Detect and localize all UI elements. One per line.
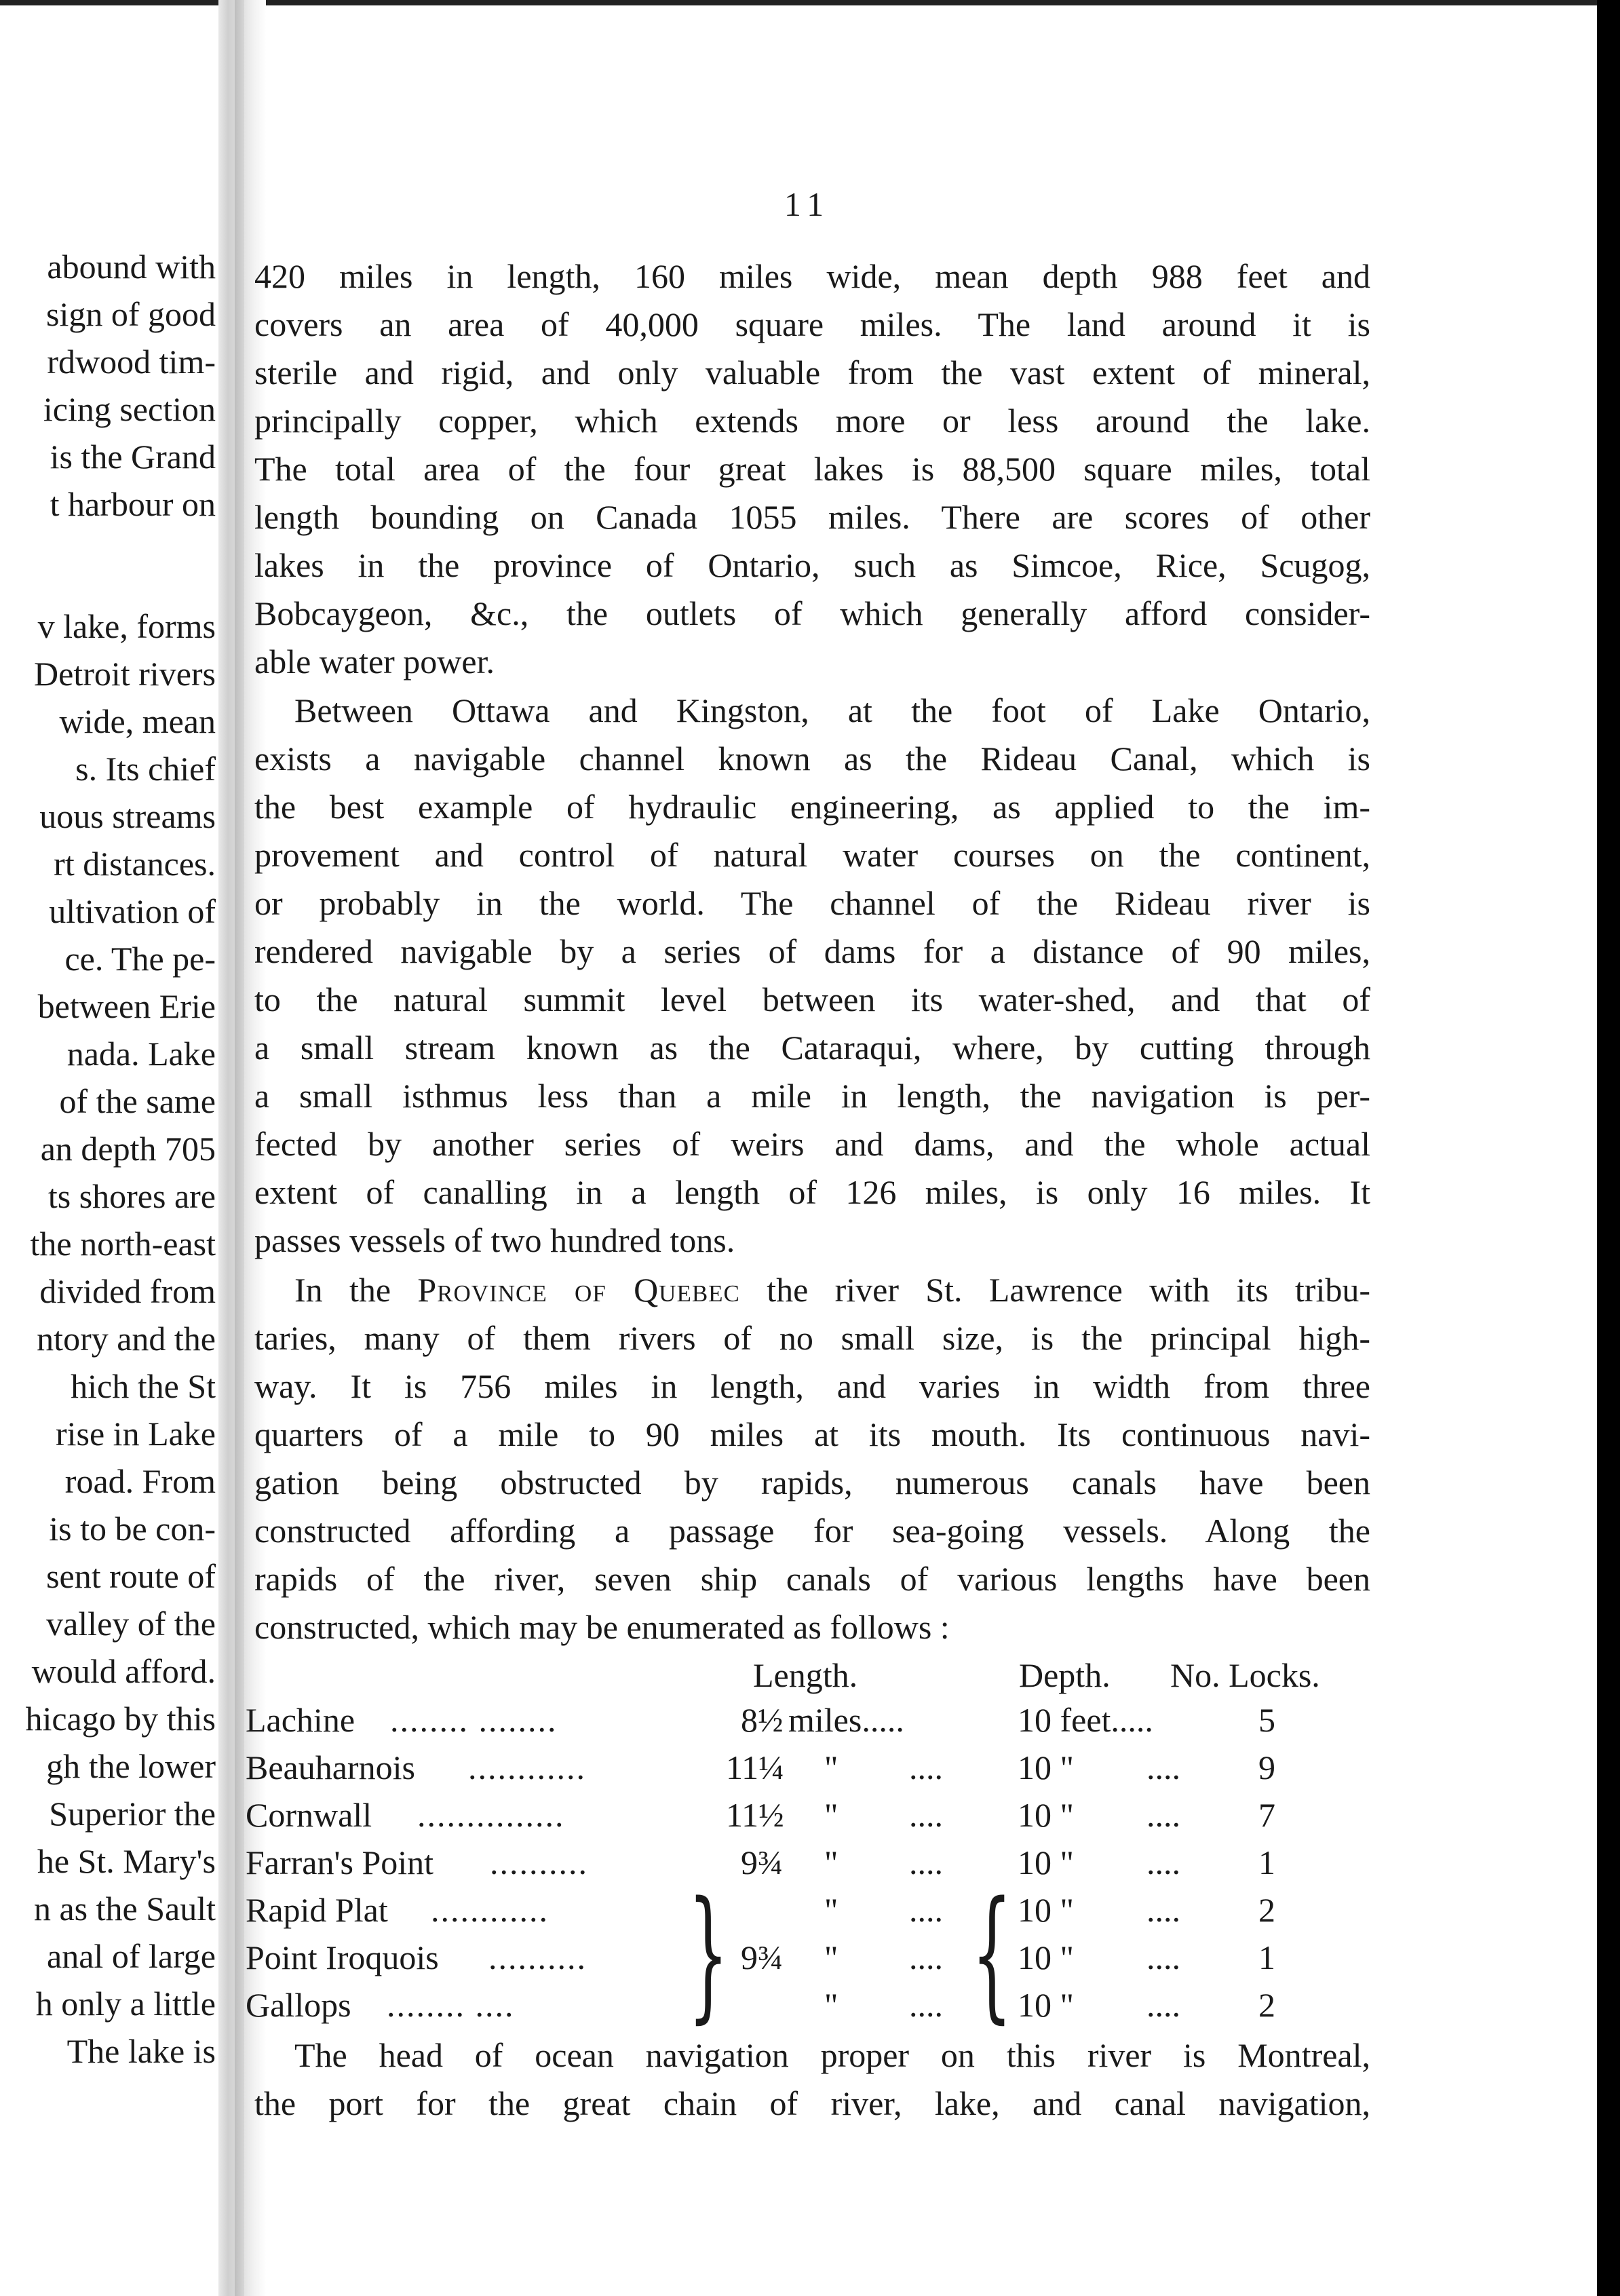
fragment-line: h only a little (35, 1985, 216, 2023)
text-line: constructed affording a passage for sea-going vessels. Along the (254, 1512, 1370, 1550)
text-line: The head of ocean navigation proper on this river is Montreal, (294, 2036, 1370, 2074)
text-line: sterile and rigid, and only valuable from the vast extent of mineral, (254, 353, 1370, 391)
dot-leader: .... (909, 1796, 943, 1834)
canal-depth: 10 feet..... (1018, 1701, 1153, 1739)
canal-name: Lachine (246, 1701, 355, 1739)
canal-name: Point Iroquois (246, 1938, 439, 1976)
text-line: lakes in the province of Ontario, such as Simcoe, Rice, Scugog, (254, 546, 1370, 584)
text-line: or probably in the world. The channel of the Rideau river is (254, 884, 1370, 922)
canal-locks: 5 (1258, 1701, 1275, 1739)
canal-length: 9¾ (741, 1938, 784, 1976)
text-line: 420 miles in length, 160 miles wide, mean depth 988 feet and (254, 257, 1370, 295)
fragment-line: abound with (47, 248, 216, 286)
text-line: Bobcaygeon, &c., the outlets of which generally afford consider- (254, 594, 1370, 632)
text-line (294, 1266, 1370, 1314)
text-line: length bounding on Canada 1055 miles. There are scores of other (254, 498, 1370, 536)
text-line: constructed, which may be enumerated as follows : (254, 1608, 950, 1646)
canal-depth: 10 " (1018, 1843, 1074, 1881)
province-name: Province of Quebec (417, 1271, 740, 1309)
text-line: Between Ottawa and Kingston, at the foot of Lake Ontario, (294, 691, 1370, 729)
fragment-line: v lake, forms (37, 607, 216, 645)
canal-depth: 10 " (1018, 1796, 1074, 1834)
book-gutter-fold (235, 0, 244, 2296)
fragment-line: is the Grand (50, 438, 216, 476)
fragment-line: rdwood tim- (47, 343, 216, 381)
fragment-line: uous streams (39, 797, 216, 835)
canal-length: 11¼ (726, 1748, 784, 1786)
fragment-line: divided from (39, 1272, 216, 1310)
right-brace: { (971, 1871, 1013, 2037)
fragment-line: valley of the (46, 1605, 216, 1643)
fragment-line: an depth 705 (40, 1130, 216, 1168)
dot-leader: .... (909, 1938, 943, 1976)
text-line: way. It is 756 miles in length, and varies in width from three (254, 1367, 1370, 1405)
canal-length: 9¾ (741, 1843, 784, 1881)
text-line: to the natural summit level between its water-shed, and that of (254, 980, 1370, 1018)
dot-leader: ............ (431, 1891, 549, 1929)
canal-locks: 2 (1258, 1986, 1275, 2024)
length-unit: " (824, 1986, 838, 2024)
fragment-line: rise in Lake (55, 1415, 216, 1453)
fragment-line: sign of good (46, 295, 216, 333)
fragment-line: Superior the (49, 1795, 216, 1833)
dot-leader: .... (1146, 1938, 1180, 1976)
dot-leader: .... (1146, 1843, 1180, 1881)
canal-locks: 7 (1258, 1796, 1275, 1834)
fragment-line: n as the Sault (33, 1890, 216, 1928)
dot-leader: ........ ........ (390, 1701, 558, 1739)
text-line: the best example of hydraulic engineering, as applied to the im- (254, 788, 1370, 826)
canal-locks: 2 (1258, 1891, 1275, 1929)
text-line: able water power. (254, 643, 495, 681)
length-unit: " (824, 1748, 838, 1786)
length-unit: " (824, 1938, 838, 1976)
fragment-line: of the same (59, 1082, 216, 1120)
canal-depth: 10 " (1018, 1938, 1074, 1976)
text-line: a small isthmus less than a mile in length, the navigation is per- (254, 1077, 1370, 1115)
text-line: The total area of the four great lakes is 88,500 square miles, total (254, 450, 1370, 488)
fragment-line: rt distances. (54, 845, 216, 883)
dot-leader: .... (1146, 1891, 1180, 1929)
fragment-line: ce. The pe- (64, 940, 216, 978)
left-brace: } (688, 1871, 729, 2037)
page-number: 11 (784, 185, 831, 223)
text-run: the river St. Lawrence with its tribu- (739, 1271, 1370, 1309)
text-run: In the (294, 1271, 418, 1309)
fragment-line: would afford. (31, 1652, 216, 1690)
text-line: passes vessels of two hundred tons. (254, 1221, 735, 1259)
dot-leader: .......... (488, 1938, 587, 1976)
text-line: provement and control of natural water courses on the continent, (254, 836, 1370, 874)
dot-leader: ........ .... (387, 1986, 515, 2024)
text-line: taries, many of them rivers of no small size, is the principal high- (254, 1319, 1370, 1357)
dot-leader: .... (909, 1891, 943, 1929)
canal-locks: 1 (1258, 1938, 1275, 1976)
dot-leader: .... (909, 1843, 943, 1881)
canal-length: 8½ (741, 1701, 784, 1739)
fragment-line: s. Its chief (75, 750, 216, 788)
text-line: principally copper, which extends more or less around the lake. (254, 402, 1370, 440)
text-line: fected by another series of weirs and dams, and the whole actual (254, 1125, 1370, 1163)
fragment-line: t harbour on (50, 485, 216, 523)
fragment-line: icing section (43, 390, 216, 428)
canal-depth: 10 " (1018, 1891, 1074, 1929)
text-line: a small stream known as the Cataraqui, where, by cutting through (254, 1029, 1370, 1067)
text-line: the port for the great chain of river, lake, and canal navigation, (254, 2084, 1370, 2122)
fragment-line: gh the lower (46, 1747, 216, 1785)
fragment-line: hicago by this (25, 1700, 216, 1738)
fragment-line: ts shores are (47, 1177, 216, 1215)
canal-name: Beauharnois (246, 1748, 415, 1786)
fragment-line: wide, mean (59, 702, 216, 740)
dot-leader: .... (909, 1748, 943, 1786)
locks-header: No. Locks. (1170, 1656, 1320, 1694)
fragment-line: Detroit rivers (34, 655, 216, 693)
length-header: Length. (753, 1656, 858, 1694)
fragment-line: is to be con- (49, 1510, 216, 1548)
length-unit: " (824, 1796, 838, 1834)
text-line: exists a navigable channel known as the Rideau Canal, which is (254, 740, 1370, 778)
dot-leader: .... (1146, 1748, 1180, 1786)
canal-locks: 9 (1258, 1748, 1275, 1786)
fragment-line: hich the St (71, 1367, 216, 1405)
canal-depth: 10 " (1018, 1748, 1074, 1786)
fragment-line: anal of large (47, 1937, 216, 1975)
fragment-line: the north-east (30, 1225, 216, 1263)
canal-name: Cornwall (246, 1796, 372, 1834)
depth-header: Depth. (1019, 1656, 1111, 1694)
fragment-line: ntory and the (37, 1320, 216, 1358)
dot-leader: .... (1146, 1796, 1180, 1834)
text-line: rendered navigable by a series of dams for a distance of 90 miles, (254, 932, 1370, 970)
canal-name: Farran's Point (246, 1843, 434, 1881)
length-unit: " (824, 1891, 838, 1929)
scan-right-edge (1597, 0, 1620, 2296)
text-line: extent of canalling in a length of 126 miles, is only 16 miles. It (254, 1173, 1370, 1211)
length-unit: " (824, 1843, 838, 1881)
dot-leader: .......... (490, 1843, 588, 1881)
canal-name: Rapid Plat (246, 1891, 388, 1929)
fragment-line: sent route of (46, 1557, 216, 1595)
fragment-line: he St. Mary's (37, 1842, 216, 1880)
canal-name: Gallops (246, 1986, 351, 2024)
canal-length: 11½ (726, 1796, 784, 1834)
previous-page-fragments (0, 243, 216, 2116)
dot-leader: .... (909, 1986, 943, 2024)
text-line: covers an area of 40,000 square miles. The land around it is (254, 305, 1370, 343)
fragment-line: between Erie (37, 987, 216, 1025)
fragment-line: nada. Lake (66, 1035, 216, 1073)
canal-depth: 10 " (1018, 1986, 1074, 2024)
text-line: quarters of a mile to 90 miles at its mouth. Its continuous navi- (254, 1415, 1370, 1453)
text-line: gation being obstructed by rapids, numerous canals have been (254, 1463, 1370, 1501)
fragment-line: road. From (64, 1462, 216, 1500)
text-line: rapids of the river, seven ship canals of various lengths have been (254, 1560, 1370, 1598)
fragment-line: ultivation of (49, 892, 216, 930)
dot-leader: ............... (417, 1796, 565, 1834)
fragment-line: The lake is (66, 2032, 216, 2070)
length-unit: miles..... (788, 1701, 904, 1739)
dot-leader: ............ (468, 1748, 586, 1786)
dot-leader: .... (1146, 1986, 1180, 2024)
canal-locks: 1 (1258, 1843, 1275, 1881)
